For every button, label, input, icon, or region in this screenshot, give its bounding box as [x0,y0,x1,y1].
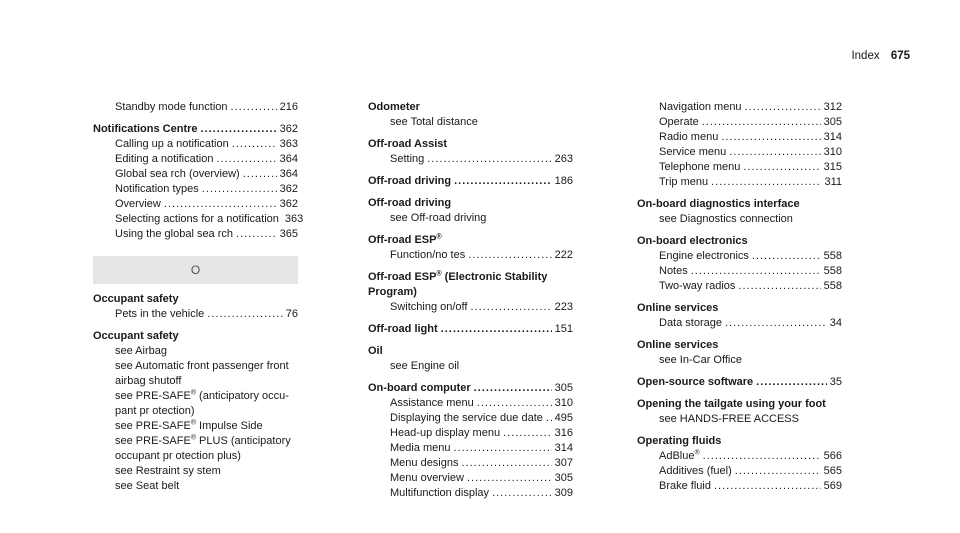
entry-text [637,435,721,447]
page-reference[interactable]: 558 [823,265,842,277]
index-subentry [637,100,842,115]
index-term [637,375,842,390]
index-subentry [368,486,573,501]
index-term [368,174,573,189]
index-subentry [368,426,573,441]
registered-mark: ® [190,389,196,397]
index-term [637,338,842,353]
page-reference[interactable]: 222 [554,249,573,261]
dot-leader [232,137,277,152]
dot-leader [236,227,277,242]
entry-text [115,100,228,115]
entry-text [390,396,474,411]
entry-text [637,198,800,210]
page-reference[interactable]: 310 [823,146,842,158]
entry-label: Online services [637,302,719,314]
entry-text [659,100,742,115]
page-reference[interactable]: 362 [279,123,298,135]
entry-label: see Automatic front passenger front airbag shutoff [115,360,289,387]
index-subentry [368,248,573,263]
index-term [637,397,842,412]
dot-leader [454,174,552,189]
dot-leader [743,160,820,175]
entry-text [637,339,718,351]
registered-mark: ® [190,419,196,427]
entry-label: Oil [368,345,383,357]
dot-leader [492,486,552,501]
index-subentry [93,307,298,322]
index-label: Index [851,50,880,62]
index-term [93,122,298,137]
entry-label: Notifications Centre [93,123,198,135]
entry-text [659,175,708,190]
index-subentry [637,145,842,160]
entry-label: Media menu [390,442,451,454]
entry-text [368,138,447,150]
page-reference[interactable]: 365 [279,228,298,240]
entry-label: Data storage [659,317,722,329]
entry-text [659,354,742,366]
entry-label: Setting [390,153,425,165]
index-term [368,381,573,396]
index-subentry [637,212,842,227]
dot-leader [714,479,821,494]
page-reference[interactable]: 314 [823,131,842,143]
index-column-3 [637,100,842,494]
page-reference[interactable]: 558 [823,250,842,262]
index-term [93,329,298,344]
index-subentry [637,279,842,294]
entry-text [368,234,442,246]
entry-text [390,116,478,128]
page-reference[interactable]: 151 [554,323,573,335]
entry-label: Engine electronics [659,250,749,262]
entry-text [637,302,718,314]
entry-label: Pets in the vehicle [115,308,205,320]
entry-label: Switching on/off [390,301,468,313]
entry-text [637,375,753,390]
dot-leader [756,375,827,390]
dot-leader [503,426,552,441]
index-subentry [368,411,573,426]
index-subentry [368,359,573,374]
index-term [368,233,573,248]
entry-text [659,279,735,294]
entry-label: Multifunction display [390,487,490,499]
entry-label: Standby mode function [115,101,228,113]
dot-leader [729,145,820,160]
dot-leader [691,264,821,279]
dot-leader [467,471,552,486]
page-reference[interactable]: 315 [823,161,842,173]
entry-text [93,293,179,305]
index-subentry [637,412,842,427]
page-reference[interactable]: 316 [554,427,573,439]
page-reference[interactable]: 311 [824,176,842,188]
entry-label: Off-road ESP [368,271,437,283]
entry-label: Off-road driving [368,197,452,209]
index-subentry [93,344,298,359]
index-subentry [637,316,842,331]
entry-label: Operate [659,116,699,128]
entry-label: Editing a notification [115,153,214,165]
entry-label: Off-road Assist [368,138,448,150]
index-list-top [93,100,304,242]
index-subentry [93,359,298,389]
entry-text [115,435,291,462]
entry-label: Opening the tailgate using your foot [637,398,826,410]
index-column-1 [93,100,304,494]
index-column-2 [368,100,573,501]
index-term [637,197,842,212]
dot-leader [745,100,821,115]
entry-text [390,360,459,372]
entry-text [368,322,438,337]
index-subentry [368,115,573,130]
dot-leader [454,441,552,456]
entry-text [390,152,424,167]
entry-label: Radio menu [659,131,719,143]
page-reference[interactable]: 362 [279,198,298,210]
entry-text [637,235,748,247]
page-reference[interactable]: 305 [554,472,573,484]
entry-text [390,471,464,486]
entry-label: Function/no tes [390,249,466,261]
entry-text [659,264,688,279]
page-reference[interactable]: 309 [554,487,573,499]
index-subentry [368,152,573,167]
entry-label: see Diagnostics connection [659,213,793,225]
page-reference[interactable]: 364 [279,153,298,165]
page-reference[interactable]: 263 [554,153,573,165]
entry-text [659,213,793,225]
entry-text [115,197,161,212]
page-reference[interactable]: 223 [554,301,573,313]
page-reference[interactable]: 364 [279,168,298,180]
dot-leader [468,248,551,263]
index-subentry [93,479,298,494]
entry-text [368,271,547,298]
entry-label: Assistance menu [390,397,474,409]
dot-leader [735,464,821,479]
entry-text [390,248,465,263]
index-subentry [637,249,842,264]
section-band [93,256,298,284]
entry-label: see Engine oil [390,360,460,372]
entry-label: see In-Car Office [659,354,742,366]
page-reference[interactable]: 565 [823,465,842,477]
entry-label: see Total distance [390,116,478,128]
index-subentry [93,137,298,152]
entry-text [115,465,221,477]
registered-mark: ® [436,233,442,241]
page-reference[interactable]: 363 [279,138,298,150]
entry-text [390,300,467,315]
index-subentry [93,167,298,182]
index-subentry [637,479,842,494]
entry-label: Occupant safety [93,293,179,305]
entry-label: Open-source software [637,376,754,388]
entry-text [115,345,167,357]
page-reference[interactable]: 495 [554,412,573,424]
entry-text [115,480,179,492]
page-reference[interactable]: 35 [829,376,842,388]
entry-label: Off-road light [368,323,438,335]
page-reference[interactable]: 569 [823,480,842,492]
entry-label: see Restraint sy stem [115,465,221,477]
index-term [637,301,842,316]
entry-label: Trip menu [659,176,709,188]
entry-text [659,413,799,425]
entry-text [659,145,726,160]
entry-label: Notes [659,265,688,277]
entry-label: Selecting actions for a notification [115,213,279,225]
index-subentry [93,100,298,115]
entry-text [93,122,198,137]
entry-text [390,486,489,501]
page-reference[interactable]: 363 [284,213,304,225]
entry-text [390,426,500,441]
entry-label: Additives (fuel) [659,465,732,477]
dot-leader [711,175,821,190]
index-subentry [93,152,298,167]
index-subentry [637,464,842,479]
dot-leader [164,197,277,212]
entry-label: Off-road driving [368,175,452,187]
entry-label: Odometer [368,101,420,113]
page-reference[interactable]: 216 [279,101,298,113]
entry-label: Displaying the service due date [390,412,543,424]
entry-label: see PRE-SAFE [115,390,191,402]
dot-leader [474,381,552,396]
index-list-bottom [93,292,298,494]
page-reference[interactable]: 186 [554,175,573,187]
entry-text [368,197,451,209]
entry-label: On-board electronics [637,235,748,247]
dot-leader [752,249,821,264]
entry-label: Global sea rch (overview) [115,168,240,180]
index-subentry [93,434,298,464]
dot-leader [216,152,276,167]
entry-label: Using the global sea rch [115,228,234,240]
entry-label: Operating fluids [637,435,722,447]
entry-text [659,249,749,264]
index-term [368,196,573,211]
entry-label: On-board computer [368,382,471,394]
page-reference[interactable]: 312 [823,101,842,113]
entry-label: On-board diagnostics interface [637,198,800,210]
dot-leader [546,411,552,426]
index-subentry [368,300,573,315]
page-reference[interactable]: 362 [279,183,298,195]
dot-leader [721,130,820,145]
dot-leader [703,449,821,464]
entry-label-continued: PLUS (anticipatory occupant pr otection plus) [115,435,291,462]
dot-leader [231,100,277,115]
index-term [637,434,842,449]
entry-text [659,479,711,494]
page-header [851,50,910,62]
entry-text [115,360,289,387]
entry-text [115,420,263,432]
entry-label: Off-road ESP [368,234,437,246]
index-subentry [637,175,842,190]
dot-leader [207,307,282,322]
page-reference[interactable]: 76 [285,308,298,320]
dot-leader [738,279,820,294]
entry-text [659,130,718,145]
entry-text [115,182,199,197]
entry-text [659,316,722,331]
entry-label: Telephone menu [659,161,741,173]
entry-label: Service menu [659,146,727,158]
entry-label: Menu designs [390,457,459,469]
entry-text [115,137,229,152]
index-term [368,100,573,115]
page-reference[interactable]: 307 [554,457,573,469]
index-subentry [637,353,842,368]
index-subentry [637,160,842,175]
page-reference[interactable]: 566 [823,450,842,462]
entry-text [115,227,233,242]
entry-label: Notification types [115,183,199,195]
entry-text [390,411,543,426]
index-subentry [637,115,842,130]
index-subentry [637,130,842,145]
page-reference[interactable]: 558 [823,280,842,292]
entry-text [115,212,279,227]
entry-label: Two-way radios [659,280,736,292]
entry-text [368,101,420,113]
index-subentry [93,212,304,227]
entry-label: see Seat belt [115,480,180,492]
index-term [93,292,298,307]
entry-text [659,449,700,464]
index-subentry [368,396,573,411]
page-reference[interactable]: 305 [554,382,573,394]
index-subentry [93,182,298,197]
index-subentry [368,441,573,456]
entry-label: Calling up a notification [115,138,229,150]
entry-label: Navigation menu [659,101,742,113]
entry-label: see PRE-SAFE [115,420,191,432]
index-subentry [368,456,573,471]
index-subentry [93,464,298,479]
entry-label: Head-up display menu [390,427,501,439]
dot-leader [441,322,552,337]
entry-label: see Off-road driving [390,212,487,224]
index-term [368,344,573,359]
entry-text [368,345,383,357]
entry-label: AdBlue [659,450,695,462]
entry-text [115,307,204,322]
entry-label: Online services [637,339,719,351]
entry-label: Occupant safety [93,330,179,342]
dot-leader [462,456,552,471]
index-subentry [93,227,298,242]
index-subentry [637,264,842,279]
index-subentry [368,471,573,486]
entry-label: Overview [115,198,161,210]
dot-leader [470,300,551,315]
page-number: 675 [890,50,910,62]
dot-leader [427,152,551,167]
registered-mark: ® [190,434,196,442]
entry-label: Brake fluid [659,480,711,492]
entry-label-continued: (anticipatory occu- pant pr otection) [115,390,289,417]
index-subentry [93,197,298,212]
page-reference[interactable]: 34 [829,317,842,329]
page-reference[interactable]: 310 [554,397,573,409]
index-term [368,270,573,300]
entry-text [390,212,486,224]
entry-text [390,456,459,471]
entry-label-continued: Impulse Side [195,420,263,432]
index-subentry [93,419,298,434]
dot-leader [702,115,821,130]
entry-text [115,390,289,417]
dot-leader [725,316,827,331]
entry-label: see PRE-SAFE [115,435,191,447]
entry-text [115,167,240,182]
entry-text [659,160,740,175]
index-subentry [368,211,573,226]
index-term [368,137,573,152]
index-term [637,234,842,249]
entry-label: see Airbag [115,345,167,357]
page-reference[interactable]: 314 [554,442,573,454]
dot-leader [243,167,277,182]
entry-text [368,174,451,189]
entry-label: Menu overview [390,472,464,484]
page-reference[interactable]: 305 [823,116,842,128]
entry-label: see HANDS-FREE ACCESS [659,413,799,425]
entry-text [637,398,826,410]
index-subentry [637,449,842,464]
entry-text [659,464,732,479]
entry-text [659,115,699,130]
entry-label-continued: (Electronic Stability Program) [368,271,548,298]
entry-text [93,330,179,342]
index-term [368,322,573,337]
entry-text [390,441,451,456]
section-letter: O [190,263,201,277]
registered-mark: ® [694,449,700,457]
entry-text [115,152,213,167]
index-subentry [93,389,298,419]
dot-leader [201,122,277,137]
entry-text [368,381,471,396]
registered-mark: ® [436,270,442,278]
dot-leader [477,396,552,411]
dot-leader [202,182,277,197]
